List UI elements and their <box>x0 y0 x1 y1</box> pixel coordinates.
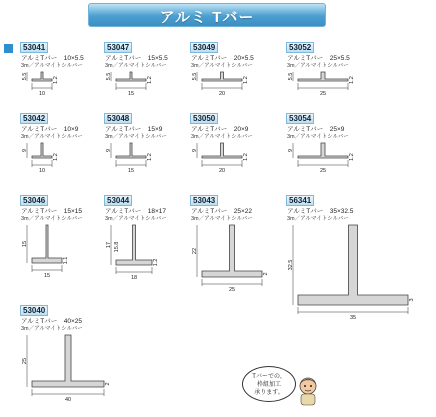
height2-label: 15.8 <box>114 241 120 253</box>
profile-drawing <box>190 143 270 188</box>
product-spec: 3m／アルマイトシルバー <box>21 326 83 332</box>
width-label: 40 <box>64 397 72 403</box>
width-label: 10 <box>38 168 46 174</box>
profile-drawing <box>20 143 80 188</box>
product-code: 53047 <box>104 42 132 53</box>
t-profile <box>32 225 62 263</box>
product-code: 53040 <box>20 305 48 316</box>
product-code: 53054 <box>286 113 314 124</box>
width-label: 10 <box>38 91 46 97</box>
height-label: 5.5 <box>106 72 112 81</box>
thickness-label: 1.2 <box>349 76 355 84</box>
width-label: 18 <box>130 275 138 281</box>
product-name: アルミTバー 25×22 <box>191 208 252 215</box>
height-label: 32.5 <box>288 259 294 271</box>
mascot-icon <box>296 376 320 406</box>
profile-drawing <box>104 225 180 295</box>
speech-line-2: 枠組加工 <box>256 382 281 388</box>
product-name: アルミTバー 40×25 <box>21 318 82 325</box>
product-spec: 3m／アルマイトシルバー <box>287 63 349 69</box>
width-label: 15 <box>43 273 51 279</box>
profile-drawing <box>20 225 90 293</box>
thickness-label: 3 <box>409 298 415 302</box>
width-label: 20 <box>218 91 226 97</box>
thickness-label: 2 <box>105 382 111 386</box>
thickness-label: 1.2 <box>153 258 159 267</box>
title-bar <box>88 3 326 27</box>
t-profile <box>116 225 152 265</box>
product-spec: 3m／アルマイトシルバー <box>21 63 83 69</box>
product-code: 53044 <box>104 195 132 206</box>
height-label: 5.5 <box>22 72 28 81</box>
product-name: アルミTバー 35×32.5 <box>287 208 354 215</box>
t-profile <box>202 72 242 81</box>
product-name: アルミTバー 10×9 <box>21 126 79 133</box>
product-code: 53041 <box>20 42 48 53</box>
product-name: アルミTバー 18×17 <box>105 208 166 215</box>
product-name: アルミTバー 25×9 <box>287 126 345 133</box>
thickness-label: 1.1 <box>63 256 69 265</box>
t-profile <box>298 143 348 158</box>
t-profile <box>202 225 262 277</box>
height-label: 25 <box>22 357 28 365</box>
height-label: 9 <box>22 148 28 153</box>
thickness-label: 1.2 <box>147 153 153 161</box>
height-label: 15 <box>22 240 28 248</box>
product-spec: 3m／アルマイトシルバー <box>191 216 253 222</box>
product-spec: 3m／アルマイトシルバー <box>21 216 83 222</box>
profile-drawing <box>104 143 174 188</box>
width-label: 15 <box>127 168 135 174</box>
height-label: 9 <box>192 148 198 153</box>
product-name: アルミTバー 25×5.5 <box>287 55 350 62</box>
profile-drawing <box>286 225 436 335</box>
profile-drawing <box>20 72 80 111</box>
product-code: 53046 <box>20 195 48 206</box>
height-label: 9 <box>106 148 112 153</box>
thickness-label: 1.2 <box>349 153 355 161</box>
width-label: 35 <box>349 315 357 321</box>
t-profile <box>116 72 146 81</box>
product-name: アルミTバー 15×9 <box>105 126 163 133</box>
product-code: 53050 <box>190 113 218 124</box>
section-marker <box>4 44 13 53</box>
product-spec: 3m／アルマイトシルバー <box>105 216 167 222</box>
t-profile <box>298 225 408 305</box>
product-name: アルミTバー 10×5.5 <box>21 55 84 62</box>
height-label: 5.5 <box>288 72 294 81</box>
product-spec: 3m／アルマイトシルバー <box>191 63 253 69</box>
width-label: 20 <box>218 168 226 174</box>
t-profile <box>298 72 348 81</box>
speech-line-3: 承ります。 <box>254 390 284 396</box>
product-spec: 3m／アルマイトシルバー <box>105 63 167 69</box>
profile-drawing <box>286 143 376 188</box>
thickness-label: 2 <box>263 272 269 276</box>
t-profile <box>32 143 52 158</box>
product-code: 53048 <box>104 113 132 124</box>
product-code: 56341 <box>286 195 314 206</box>
height-label: 5.5 <box>192 72 198 81</box>
profile-drawing <box>286 72 376 111</box>
thickness-label: 1.2 <box>53 76 59 84</box>
product-spec: 3m／アルマイトシルバー <box>287 216 349 222</box>
t-profile <box>202 143 242 158</box>
profile-drawing <box>190 72 270 111</box>
product-code: 53049 <box>190 42 218 53</box>
product-name: アルミTバー 15×15 <box>21 208 82 215</box>
t-profile <box>32 72 52 81</box>
t-profile <box>116 143 146 158</box>
product-code: 53042 <box>20 113 48 124</box>
thickness-label: 1.2 <box>147 76 153 84</box>
product-name: アルミTバー 15×5.5 <box>105 55 168 62</box>
width-label: 25 <box>319 91 327 97</box>
profile-drawing <box>104 72 174 111</box>
product-name: アルミTバー 20×9 <box>191 126 249 133</box>
width-label: 25 <box>319 168 327 174</box>
page-title: アルミ Tバー <box>159 9 255 26</box>
product-spec: 3m／アルマイトシルバー <box>105 134 167 140</box>
thickness-label: 1.2 <box>243 76 249 84</box>
product-name: アルミTバー 20×5.5 <box>191 55 254 62</box>
product-spec: 3m／アルマイトシルバー <box>287 134 349 140</box>
product-code: 53052 <box>286 42 314 53</box>
width-label: 25 <box>228 287 236 293</box>
profile-drawing <box>190 225 290 307</box>
speech-bubble <box>242 366 296 402</box>
product-spec: 3m／アルマイトシルバー <box>191 134 253 140</box>
speech-line-1: Tバーでの、 <box>252 374 286 380</box>
height-label: 22 <box>192 247 198 255</box>
height-label: 17 <box>106 241 112 249</box>
height-label: 9 <box>288 148 294 153</box>
thickness-label: 1.2 <box>243 153 249 161</box>
product-code: 53043 <box>190 195 218 206</box>
profile-drawing <box>20 335 132 417</box>
thickness-label: 1.2 <box>53 153 59 161</box>
t-profile <box>32 335 104 387</box>
product-spec: 3m／アルマイトシルバー <box>21 134 83 140</box>
width-label: 15 <box>127 91 135 97</box>
